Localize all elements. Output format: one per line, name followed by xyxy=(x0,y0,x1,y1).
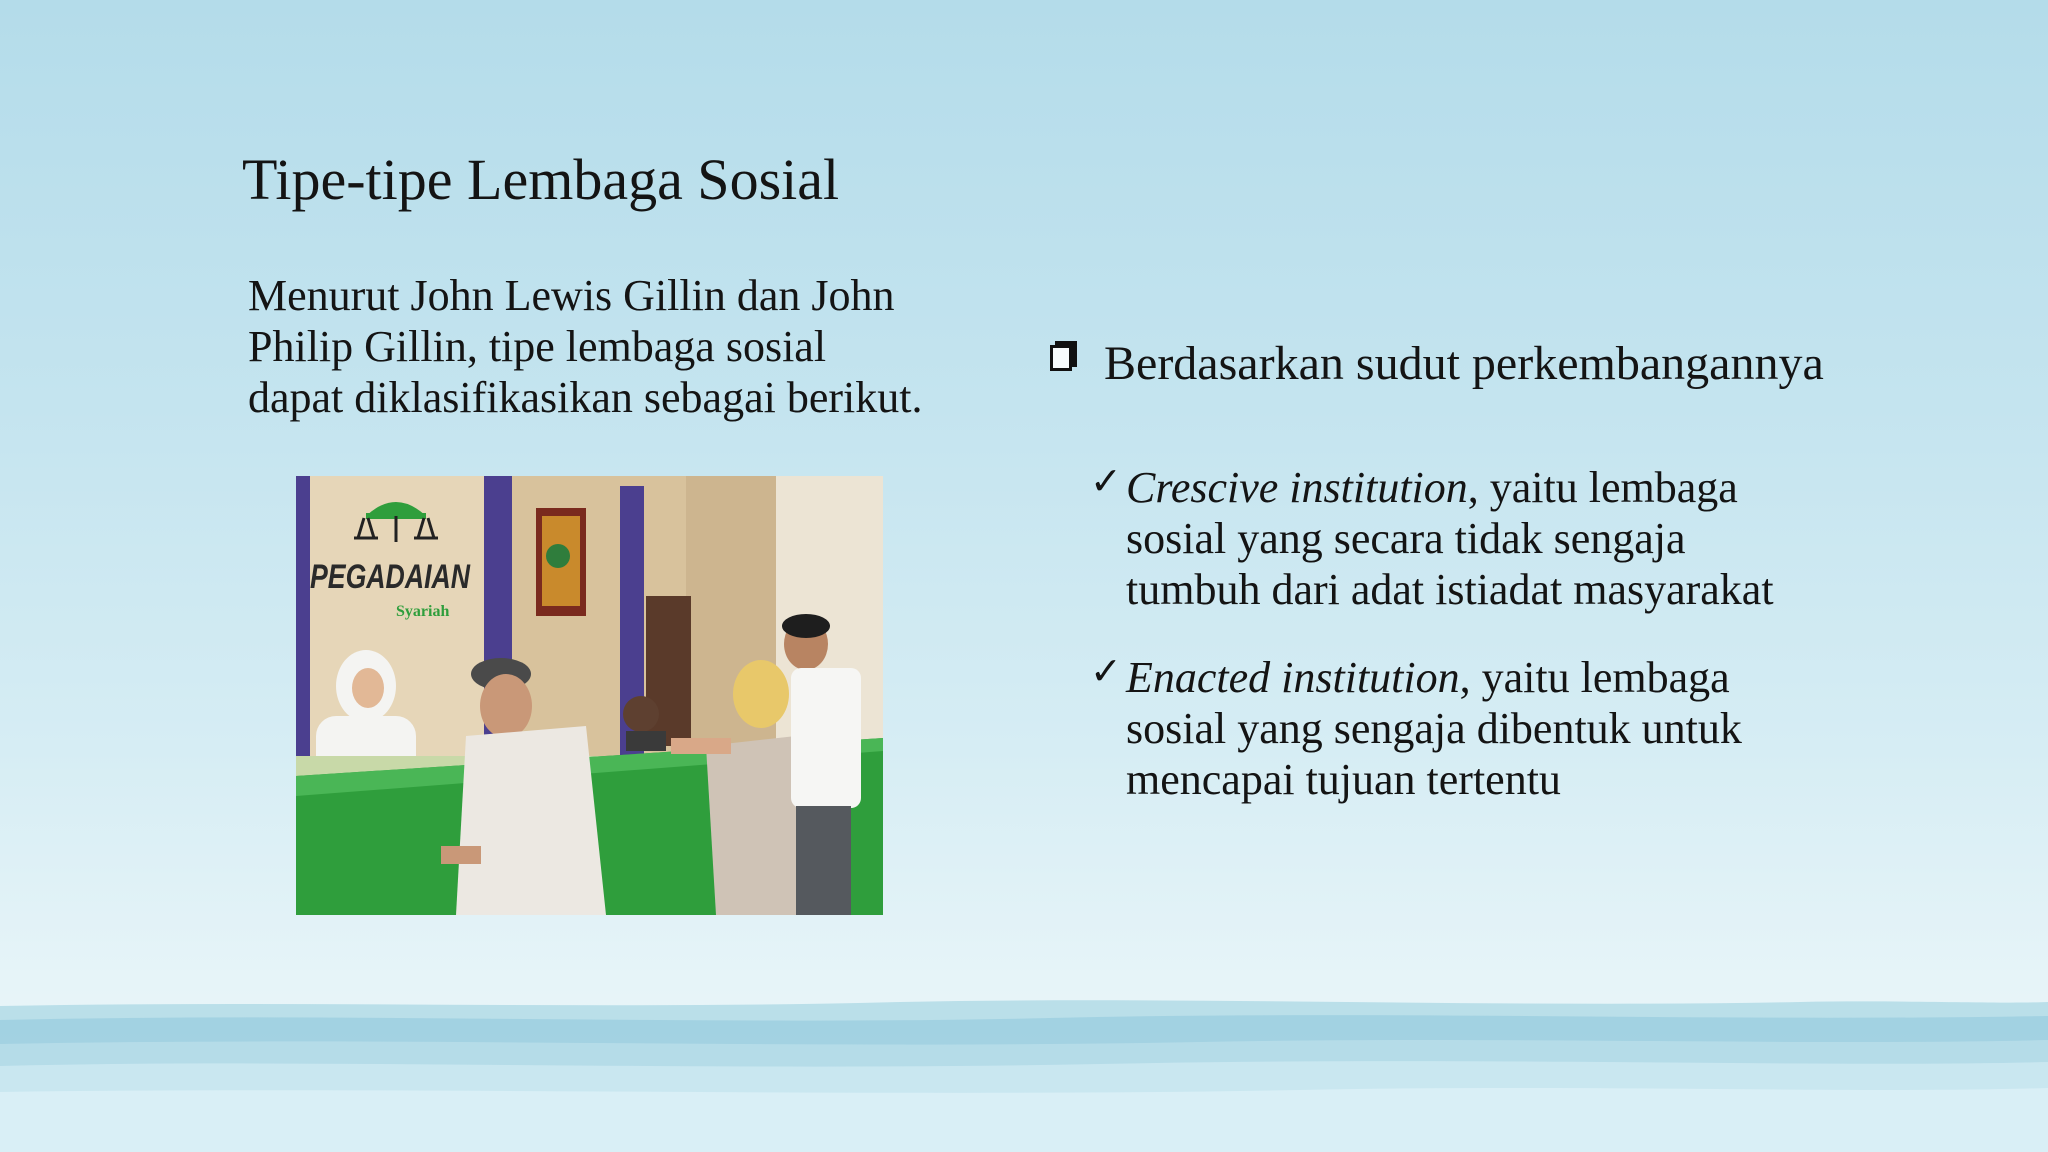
bullet-line: tumbuh dari adat istiadat masyarakat xyxy=(1126,565,1774,614)
intro-paragraph xyxy=(248,270,988,423)
bullet-line-rest: , yaitu lembaga xyxy=(1459,653,1730,702)
check-icon: ✓ xyxy=(1090,651,1122,693)
bullet-line: sosial yang sengaja dibentuk untuk xyxy=(1126,704,1742,753)
bullet-term: Enacted institution xyxy=(1126,653,1460,702)
bullet-text xyxy=(1126,652,1742,805)
bullet-line xyxy=(1126,462,1774,513)
bullet-line: sosial yang secara tidak sengaja xyxy=(1126,514,1686,563)
intro-line: Philip Gillin, tipe lembaga sosial xyxy=(248,322,827,371)
svg-text:PEGADAIAN: PEGADAIAN xyxy=(310,558,472,596)
intro-line: dapat diklasifikasikan sebagai berikut. xyxy=(248,373,923,422)
bullet-line xyxy=(1126,652,1742,703)
checkbox-icon xyxy=(1048,340,1078,374)
check-icon: ✓ xyxy=(1090,461,1122,503)
bullet-line: mencapai tujuan tertentu xyxy=(1126,755,1561,804)
heading-text: Berdasarkan sudut perkembangannya xyxy=(1104,337,1824,390)
bullet-text xyxy=(1126,462,1774,615)
pawnshop-photo xyxy=(296,476,883,915)
svg-text:Syariah: Syariah xyxy=(396,603,450,620)
slide-title: Tipe-tipe Lembaga Sosial xyxy=(242,147,840,212)
bullet-term: Crescive institution xyxy=(1126,463,1468,512)
wave-decoration xyxy=(0,992,2048,1152)
bullet-line-rest: , yaitu lembaga xyxy=(1467,463,1738,512)
intro-line: Menurut John Lewis Gillin dan John xyxy=(248,271,895,320)
